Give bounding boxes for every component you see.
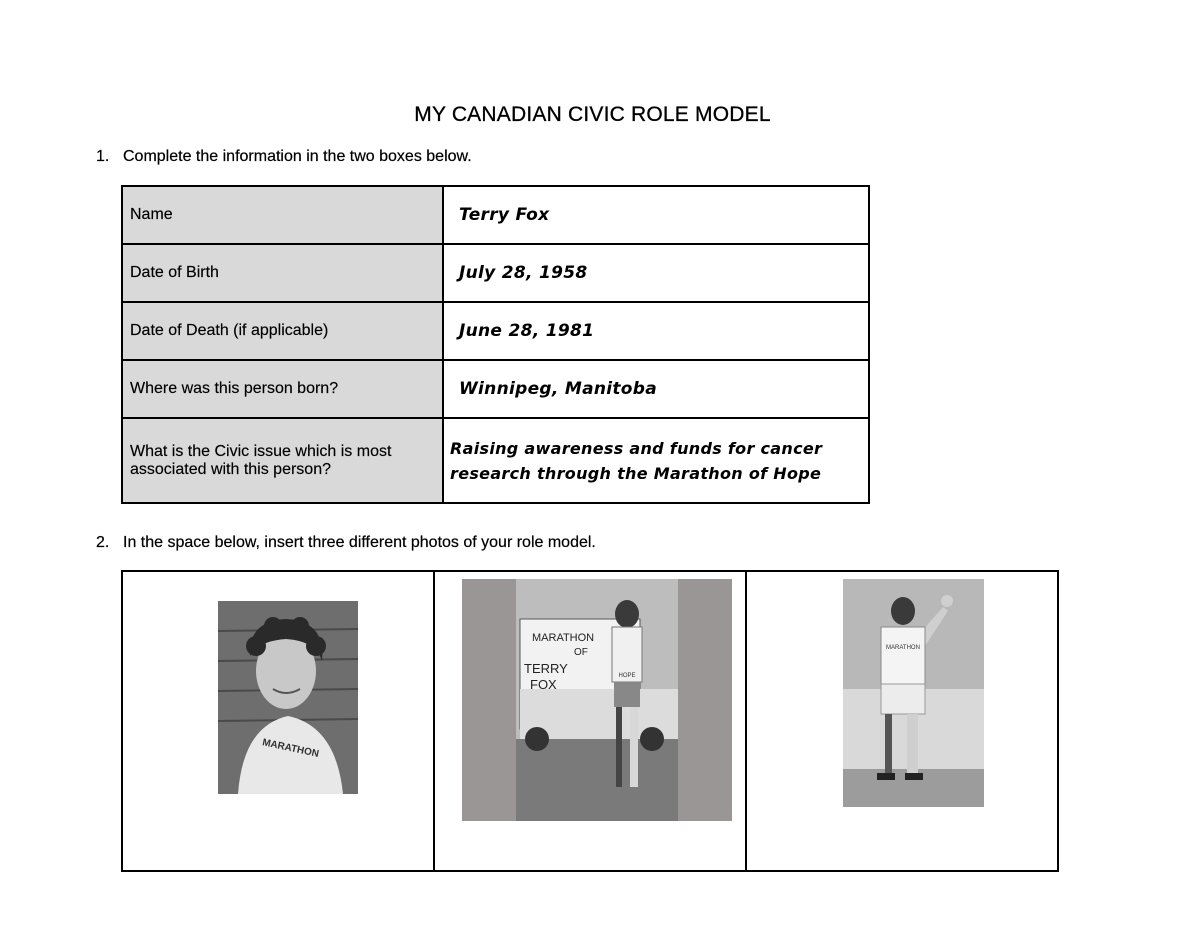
- photo-cell-2[interactable]: [435, 572, 747, 870]
- table-row: [122, 186, 869, 244]
- shirt-text: HOPE: [618, 673, 636, 679]
- sign-text: OF: [574, 647, 588, 658]
- instruction-2: [96, 534, 596, 552]
- label-birthplace: Where was this person born?: [122, 360, 443, 418]
- sign-text: MARATHON: [532, 632, 595, 644]
- shirt-text: MARATHON: [886, 645, 920, 651]
- photo-portrait[interactable]: [218, 601, 358, 794]
- page-title: MY CANADIAN CIVIC ROLE MODEL: [414, 103, 771, 126]
- photo-waving[interactable]: [843, 579, 984, 807]
- label-date-of-death: Date of Death (if applicable): [122, 302, 443, 360]
- table-row: [122, 418, 869, 503]
- value-date-of-death[interactable]: June 28, 1981: [443, 302, 869, 360]
- table-row: [122, 302, 869, 360]
- table-row: [122, 360, 869, 418]
- sign-text: TERRY: [524, 661, 568, 676]
- photo-cell-3[interactable]: [747, 572, 1057, 870]
- instruction-number: 1.: [96, 148, 110, 165]
- value-birthplace[interactable]: Winnipeg, Manitoba: [443, 360, 869, 418]
- instruction-text: In the space below, insert three different photos of your role model.: [123, 534, 596, 551]
- label-name: Name: [122, 186, 443, 244]
- info-table: [121, 185, 870, 504]
- photo-grid: [121, 570, 1059, 872]
- value-name[interactable]: Terry Fox: [443, 186, 869, 244]
- instruction-1: [96, 148, 472, 166]
- shirt-text: MARATHON: [261, 737, 320, 760]
- photo-with-van[interactable]: [462, 579, 732, 821]
- label-civic-issue: What is the Civic issue which is most associated with this person?: [122, 418, 443, 503]
- value-date-of-birth[interactable]: July 28, 1958: [443, 244, 869, 302]
- sign-text: FOX: [530, 677, 557, 692]
- label-date-of-birth: Date of Birth: [122, 244, 443, 302]
- value-civic-issue[interactable]: Raising awareness and funds for cancer research through the Marathon of Hope: [443, 418, 869, 503]
- table-row: [122, 244, 869, 302]
- instruction-number: 2.: [96, 534, 110, 551]
- instruction-text: Complete the information in the two boxes below.: [123, 148, 472, 165]
- photo-cell-1[interactable]: [123, 572, 435, 870]
